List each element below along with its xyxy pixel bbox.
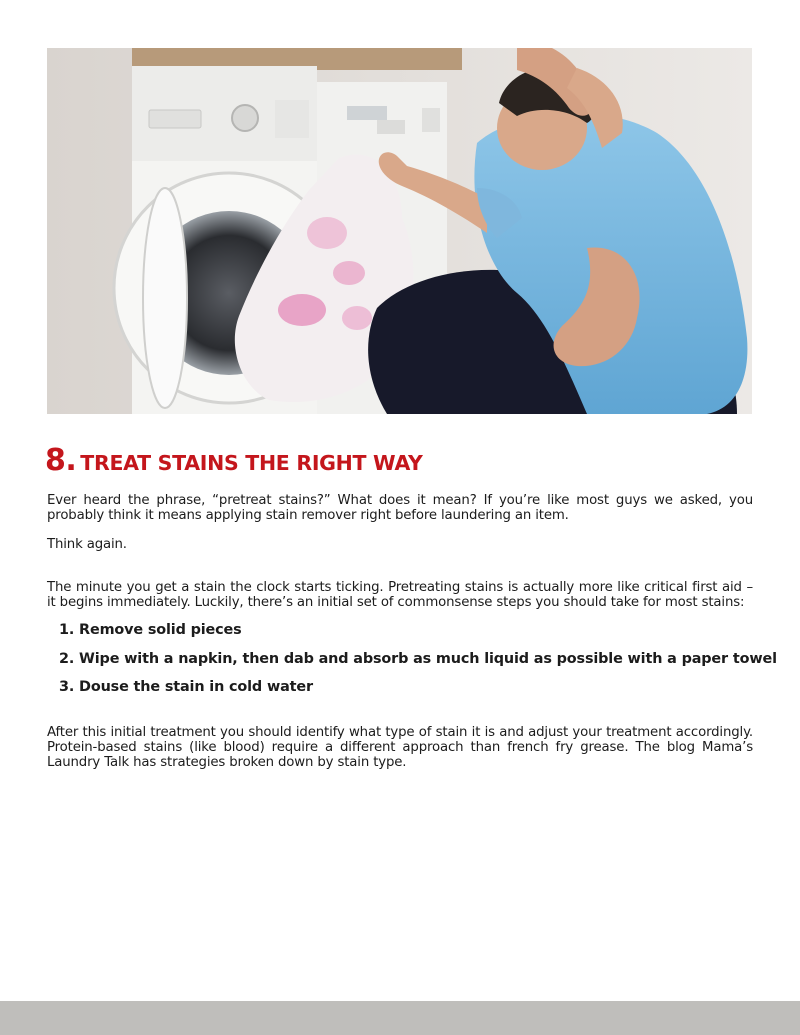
section-title: TREAT STAINS THE RIGHT WAY (80, 451, 423, 475)
laundry-stain-photo-icon (47, 48, 752, 414)
section-heading (45, 440, 765, 478)
step-item: 3. Douse the stain in cold water (59, 679, 313, 695)
hero-photo (47, 48, 752, 414)
intro-paragraph: Ever heard the phrase, “pretreat stains?” What does it mean? If you’re like most guys we asked, you probably think it means applying stain remover right before laundering an item. (47, 493, 753, 523)
step-item: 2. Wipe with a napkin, then dab and absorb as much liquid as possible with a paper towel (59, 650, 777, 667)
after-treatment-paragraph: After this initial treatment you should identify what type of stain it is and adjust your treatment accordingly. Protein-based stains (like blood) require a different approach than french fry grease. The blog Mama’s Laundry Talk has strategies broken down by stain type. (47, 725, 753, 770)
step-item: 1. Remove solid pieces (59, 622, 242, 638)
first-aid-paragraph: The minute you get a stain the clock starts ticking. Pretreating stains is actually more like critical first aid – it begins immediately. Luckily, there’s an initial set of commonsense steps you should take for most stains: (47, 580, 753, 610)
steps-list (59, 620, 777, 706)
think-again-paragraph: Think again. (47, 537, 127, 552)
section-number: 8. (45, 443, 77, 478)
footer-bar (0, 1001, 800, 1035)
